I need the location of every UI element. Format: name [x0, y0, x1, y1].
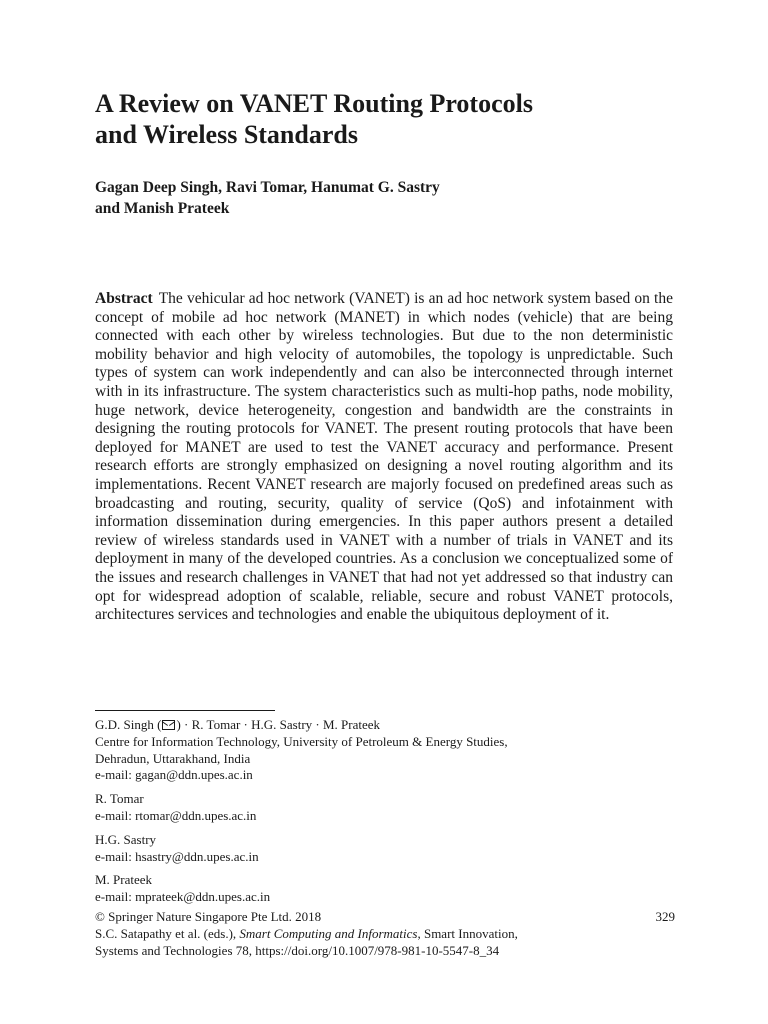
name-prateek: M. Prateek [95, 872, 153, 888]
institute: Centre for Information Technology, University of Petroleum & Energy Studies, [95, 733, 508, 749]
page-number: 329 [655, 909, 675, 924]
authors-line-1: Gagan Deep Singh, Ravi Tomar, Hanumat G. Sastry [95, 179, 440, 196]
footnote-divider [95, 710, 275, 711]
citation: S.C. Satapathy et al. (eds.), Smart Computing and Informatics, Smart Innovation, [95, 926, 518, 941]
title-line-2: and Wireless Standards [95, 120, 358, 149]
title-line-1: A Review on VANET Routing Protocols [95, 89, 533, 118]
envelope-icon [162, 720, 175, 730]
name-tomar: R. Tomar [95, 791, 144, 807]
email-tomar: e-mail: rtomar@ddn.upes.ac.in [95, 807, 257, 823]
affiliations [95, 717, 675, 913]
name-sastry: H.G. Sastry [95, 831, 157, 847]
abstract-label: Abstract [95, 290, 153, 307]
affiliation-tomar [95, 791, 675, 825]
affiliation-sastry [95, 832, 675, 866]
email-prateek: e-mail: mprateek@ddn.upes.ac.in [95, 889, 271, 905]
email-singh: e-mail: gagan@ddn.upes.ac.in [95, 767, 253, 783]
authors-line-2: and Manish Prateek [95, 200, 230, 217]
publication-footer [95, 908, 675, 959]
affiliation-singh [95, 717, 675, 784]
affiliation-prateek [95, 872, 675, 906]
location: Dehradun, Uttarakhand, India [95, 750, 251, 766]
abstract-text: The vehicular ad hoc network (VANET) is an ad hoc network system based on the concept of mobile ad hoc network (MANET) in which nodes (vehicle) that are being connected with each other by wireless technologies. But due to the non deterministic mobility behavior and high velocity of automobiles, the topology is unpredictable. Such types of system can work independently and can also be interconnected through internet with in its infrastructure. The system characteristics such as multi-hop paths, node mobility, huge network, device heterogeneity, congestion and bandwidth are the constraints in designing the routing protocols for VANET. The present routing protocols that have been deployed for MANET are used to test the VANET accuracy and performance. Present research efforts are strongly emphasized on designing a novel routing algorithm and its implementations. Recent VANET research are majorly focused on predefined areas such as broadcasting and routing, security, quality of service (QoS) and infotainment with information dissemination during emergencies. In this paper authors present a detailed review of wireless standards used in VANET with a number of trials in VANET and its deployment in many of the developed countries. As a conclusion we conceptualized some of the issues and research challenges in VANET that had not yet addressed so that industry can opt for widespread adoption of scalable, reliable, secure and robust VANET protocols, architectures services and technologies and enable the ubiquitous deployment of it. [95, 290, 673, 624]
book-title: Smart Computing and Informatics [239, 926, 418, 941]
series-doi: Systems and Technologies 78, https://doi.org/10.1007/978-981-10-5547-8_34 [95, 943, 500, 958]
abstract [95, 290, 673, 625]
email-sastry: e-mail: hsastry@ddn.upes.ac.in [95, 848, 259, 864]
paper-title [95, 88, 695, 150]
author-list [95, 177, 695, 219]
corresponding-authors: G.D. Singh ( ) · R. Tomar · H.G. Sastry · M. Prateek [95, 717, 381, 732]
copyright: © Springer Nature Singapore Pte Ltd. 2018 [95, 909, 322, 924]
